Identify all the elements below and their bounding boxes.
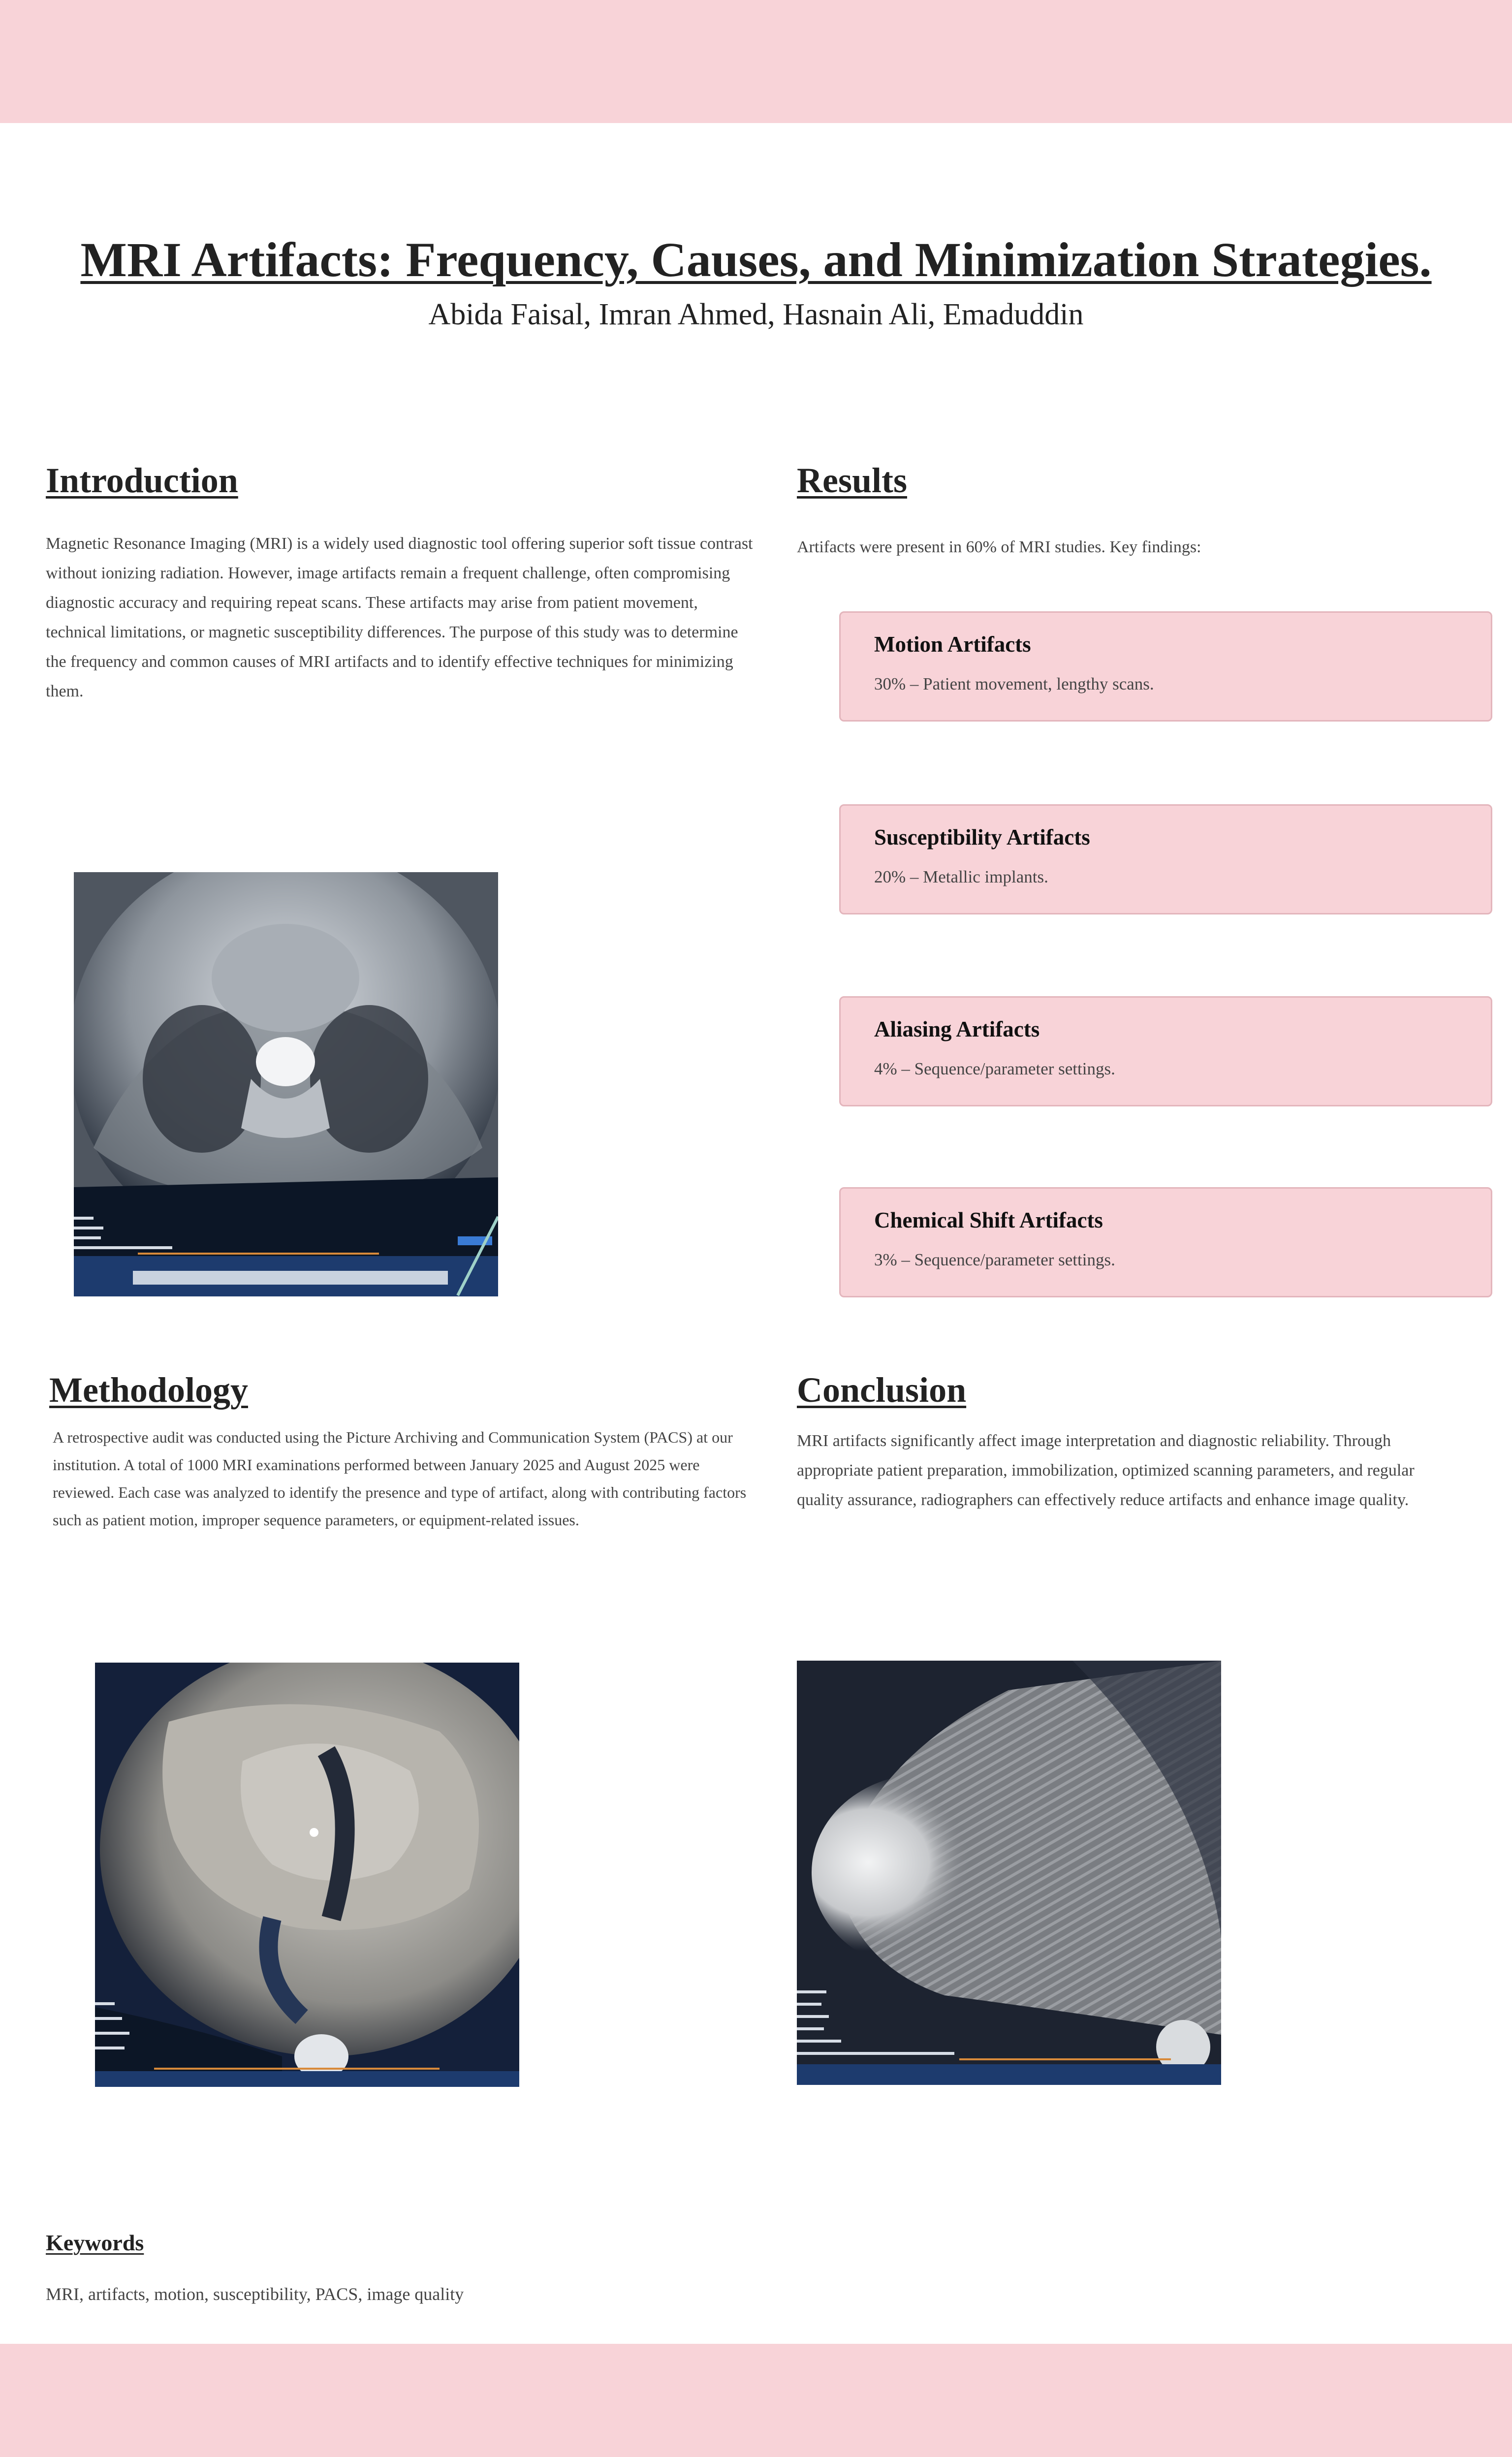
introduction-heading: Introduction — [46, 461, 238, 500]
mri-image-axial-spine — [74, 872, 498, 1296]
result-card-aliasing — [839, 996, 1492, 1106]
result-card-susceptibility — [839, 804, 1492, 914]
top-band — [0, 0, 1512, 123]
conclusion-text: MRI artifacts significantly affect image interpretation and diagnostic reliability. Through appropriate patient preparation, immobilization, optimized scanning parameters, and regular quality assurance, radiographers can effectively reduce artifacts and enhance image quality. — [797, 1432, 1415, 1509]
result-card-text: 30% – Patient movement, lengthy scans. — [874, 674, 1154, 693]
mri-image-cardiac — [95, 1663, 519, 2087]
result-card-text: 4% – Sequence/parameter settings. — [874, 1059, 1115, 1078]
mri-image-breast — [797, 1661, 1221, 2085]
methodology-text: A retrospective audit was conducted using the Picture Archiving and Communication System (PACS) at our institution. A total of 1000 MRI examinations performed between January 2025 and August 2025 were reviewed. Each case was analyzed to identify the presence and type of artifact, along with contributing factors such as patient motion, improper sequence parameters, or equipment-related issues. — [53, 1428, 747, 1529]
introduction-text: Magnetic Resonance Imaging (MRI) is a widely used diagnostic tool offering superior soft tissue contrast without ionizing radiation. However, image artifacts remain a frequent challenge, often compromising diagnostic accuracy and requiring repeat scans. These artifacts may arise from patient movement, technical limitations, or magnetic susceptibility differences. The purpose of this study was to determine the frequency and common causes of MRI artifacts and to identify effective techniques for minimizing them. — [46, 535, 753, 700]
result-card-title: Motion Artifacts — [874, 632, 1031, 657]
result-card-title: Chemical Shift Artifacts — [874, 1208, 1103, 1232]
result-card-text: 3% – Sequence/parameter settings. — [874, 1250, 1115, 1269]
result-card-text: 20% – Metallic implants. — [874, 867, 1048, 886]
result-card-title: Susceptibility Artifacts — [874, 825, 1090, 850]
result-card-chemical-shift — [839, 1187, 1492, 1297]
keywords-heading: Keywords — [46, 2230, 144, 2255]
results-intro: Artifacts were present in 60% of MRI studies. Key findings: — [797, 538, 1201, 556]
result-card-title: Aliasing Artifacts — [874, 1017, 1040, 1041]
methodology-heading: Methodology — [49, 1370, 248, 1410]
results-heading: Results — [797, 461, 908, 500]
bottom-band — [0, 2344, 1512, 2457]
conclusion-heading: Conclusion — [797, 1370, 967, 1410]
poster-title: MRI Artifacts: Frequency, Causes, and Minimization Strategies. — [80, 232, 1432, 287]
result-card-motion — [839, 611, 1492, 722]
poster-authors: Abida Faisal, Imran Ahmed, Hasnain Ali, Emaduddin — [428, 298, 1084, 331]
keywords-text: MRI, artifacts, motion, susceptibility, PACS, image quality — [46, 2284, 464, 2304]
